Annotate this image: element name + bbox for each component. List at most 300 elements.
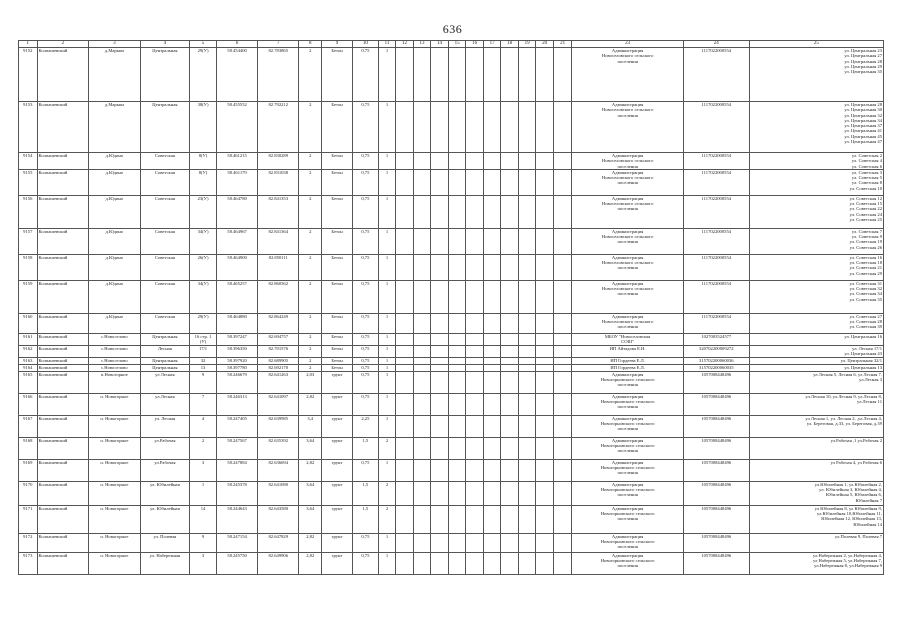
container-count-cell: 1 [378,357,396,364]
empty-cell [553,48,572,102]
table-row [19,459,884,481]
empty-cell [518,313,536,333]
empty-cell [396,254,414,280]
empty-cell [536,364,554,371]
owner-line: Администрация [611,437,644,443]
locality-cell: п. Новогорное [89,533,141,552]
empty-cell [396,280,414,313]
empty-cell [431,345,449,357]
owner-line: ИП Айзадова Е.Н. [609,345,646,351]
row-number: 9157 [19,228,38,254]
owner-cell [572,552,683,574]
empty-cell [396,371,414,393]
empty-cell [518,345,536,357]
district-cell: Колпашевский [37,254,89,280]
empty-cell [431,254,449,280]
address-line: ул.Набережная 2, ул.Набережная 4, [813,552,882,558]
street-cell: ул. Набережная [140,552,189,574]
empty-cell [448,345,466,357]
house-cell: 38(У) [190,102,217,153]
ogrn-cell: 315702200060035 [683,364,749,371]
address-line: ул. Центральная 45 [844,133,882,139]
street-cell: ул. Юбилейная [140,505,189,533]
ogrn-cell: 1117022000554 [683,153,749,170]
empty-cell [396,153,414,170]
empty-cell [483,48,501,102]
empty-cell [396,102,414,153]
address-line: ул. Центральная 28 [844,58,882,64]
latitude-cell: 58.245378 [216,481,257,505]
empty-cell [518,357,536,364]
area-cell: 3,64 [299,505,322,533]
empty-cell [501,552,519,574]
owner-line: Администрация [611,459,644,465]
table-row [19,505,884,533]
empty-cell [448,313,466,333]
empty-cell [483,459,501,481]
empty-cell [396,552,414,574]
surface-cell: Бетон [322,364,353,371]
empty-cell [466,195,484,228]
address-line: ул. Советская 29 [849,270,882,276]
address-line: ул. Центральная 32 [844,112,882,118]
container-count-cell: 1 [378,102,396,153]
ogrn-cell: 1117022000554 [683,195,749,228]
empty-cell [553,364,572,371]
district-cell: Колпашевский [37,459,89,481]
empty-cell [501,254,519,280]
empty-cell [413,481,431,505]
empty-cell [536,437,554,459]
served-addresses-cell [749,505,883,533]
table-row [19,313,884,333]
empty-cell [501,364,519,371]
empty-cell [553,415,572,437]
address-line: ул Лесная 1, ул. Лесная 2, ,ул.Лесная 4, [805,415,882,421]
container-count-cell: 1 [378,48,396,102]
street-cell: Советская [140,228,189,254]
empty-cell [536,371,554,393]
empty-cell [553,437,572,459]
owner-line: поселения [617,265,638,271]
owner-line: Администрация [611,552,644,558]
district-cell: Колпашевский [37,415,89,437]
empty-cell [413,505,431,533]
volume-cell: 0,75 [352,333,378,345]
house-cell: 32 [190,357,217,364]
empty-cell [448,371,466,393]
owner-line: Администрация [611,102,644,107]
served-addresses-cell [749,533,883,552]
empty-cell [448,437,466,459]
table-row [19,254,884,280]
address-line: ул. Советская 6 [851,163,882,169]
owner-cell [572,333,683,345]
locality-cell: п. Новогорное [89,459,141,481]
address-line: ул. Советская 16 [849,254,882,260]
empty-cell [448,169,466,195]
empty-cell [518,371,536,393]
owner-line: Администрация [611,48,644,53]
owner-line: Администрация [611,254,644,260]
row-number: 9166 [19,393,38,415]
served-addresses-cell [749,169,883,195]
empty-cell [518,459,536,481]
district-cell: Колпашевский [37,533,89,552]
empty-cell [466,228,484,254]
surface-cell: грунт [322,459,353,481]
empty-cell [536,505,554,533]
longitude-cell: 82.641263 [258,371,299,393]
empty-cell [466,169,484,195]
address-line: ул. Советская 32 [849,286,882,292]
street-cell: ул Лесная [140,371,189,393]
address-line: ул Набережная 5, ул.Набережная 7, [813,558,882,564]
owner-line: Администрация [611,153,644,158]
served-addresses-cell [749,153,883,170]
row-number: 9172 [19,533,38,552]
empty-cell [553,345,572,357]
owner-line: поселения [617,470,638,476]
longitude-cell: 82.694757 [258,333,299,345]
served-addresses-cell [749,228,883,254]
column-number: 17 [483,41,501,48]
row-number: 9158 [19,254,38,280]
latitude-cell: 58.245750 [216,552,257,574]
empty-cell [483,364,501,371]
row-number: 9152 [19,48,38,102]
empty-cell [466,280,484,313]
owner-line: Администрация [611,313,644,319]
ogrn-cell: 1057008448496 [683,481,749,505]
empty-cell [466,364,484,371]
district-cell: Колпашевский [37,371,89,393]
empty-cell [396,333,414,345]
owner-line: Новоселовского сельского [601,201,654,207]
longitude-cell: 82.831038 [258,169,299,195]
address-line: ул. Лесная 17/1 [852,345,882,351]
address-line: ул. Советская 5 [851,175,882,181]
owner-cell [572,533,683,552]
column-number: 25 [749,41,883,48]
row-number: 9160 [19,313,38,333]
empty-cell [536,533,554,552]
column-number: 9 [322,41,353,48]
longitude-cell: 82.701576 [258,345,299,357]
empty-cell [553,393,572,415]
column-number: 21 [553,41,572,48]
empty-cell [431,195,449,228]
area-cell: 2 [299,195,322,228]
empty-cell [431,153,449,170]
volume-cell: 0,75 [352,195,378,228]
house-cell: 29(У) [190,48,217,102]
empty-cell [501,371,519,393]
empty-cell [501,195,519,228]
empty-cell [553,313,572,333]
longitude-cell: 82.841353 [258,195,299,228]
empty-cell [483,533,501,552]
latitude-cell: 58.397247 [216,333,257,345]
house-cell: 3 [190,459,217,481]
surface-cell: Бетон [322,357,353,364]
empty-cell [413,313,431,333]
surface-cell: Бетон [322,280,353,313]
volume-cell: 0,75 [352,102,378,153]
district-cell: Колпашевский [37,333,89,345]
address-line: ул Рабочая 4, ул Рабочая 6 [830,459,882,465]
empty-cell [413,254,431,280]
empty-cell [396,415,414,437]
table-row [19,357,884,364]
empty-cell [448,364,466,371]
empty-cell [483,415,501,437]
empty-cell [431,364,449,371]
ogrn-cell: 1117022000554 [683,280,749,313]
empty-cell [501,48,519,102]
empty-cell [553,459,572,481]
empty-cell [413,393,431,415]
empty-cell [536,357,554,364]
area-cell: 2 [299,102,322,153]
owner-line: Новогорновского сельского [600,511,655,517]
served-addresses-cell [749,415,883,437]
longitude-cell: 82.643580 [258,505,299,533]
volume-cell: 0,75 [352,552,378,574]
empty-cell [431,280,449,313]
empty-cell [431,102,449,153]
address-line: ул.Рабочая ,1 ул.Рабочая 2 [830,437,882,443]
latitude-cell: 58.455552 [216,102,257,153]
served-addresses-cell [749,552,883,574]
container-count-cell: 1 [378,153,396,170]
longitude-cell: 82.635392 [258,437,299,459]
served-addresses-cell [749,280,883,313]
empty-cell [396,48,414,102]
volume-cell: 0,75 [352,313,378,333]
empty-cell [396,195,414,228]
empty-cell [448,228,466,254]
empty-cell [518,153,536,170]
locality-cell: с.Новоселово [89,364,141,371]
area-cell: 2 [299,48,322,102]
latitude-cell: 58.465257 [216,280,257,313]
longitude-cell: 82.792212 [258,102,299,153]
owner-cell [572,228,683,254]
address-line: ул. Советская 15 [849,201,882,207]
row-number: 9156 [19,195,38,228]
ogrn-cell: 1117022000554 [683,254,749,280]
empty-cell [501,153,519,170]
empty-cell [466,505,484,533]
owner-line: поселения [617,492,638,498]
empty-cell [518,552,536,574]
house-cell: 23(У) [190,195,217,228]
district-cell: Колпашевский [37,393,89,415]
latitude-cell: 58.244643 [216,505,257,533]
owner-cell [572,393,683,415]
address-line: ул. Центральная 37 [844,123,882,129]
address-line: ул. Советская 28 [849,319,882,325]
surface-cell: грунт [322,371,353,393]
address-line: ул. Центральная 32/1 [840,357,882,363]
empty-cell [413,153,431,170]
empty-cell [431,437,449,459]
served-addresses-cell [749,313,883,333]
ogrn-cell: 315702200060036 [683,357,749,364]
address-line: ул. Советская 19 [849,239,882,245]
ogrn-cell: 320702200009272 [683,345,749,357]
owner-line: Администрация [611,280,644,286]
address-line: ул. Советская 39 [849,324,882,330]
served-addresses-cell [749,357,883,364]
table-row [19,228,884,254]
empty-cell [448,195,466,228]
street-cell: ул.Лесная [140,393,189,415]
empty-cell [466,415,484,437]
empty-cell [483,345,501,357]
latitude-cell: 58.464880 [216,313,257,333]
ogrn-cell: 1117022000554 [683,102,749,153]
empty-cell [413,415,431,437]
empty-cell [413,280,431,313]
owner-line: Администрация [611,415,644,421]
address-line: ул. Центральная 47 [844,139,882,145]
empty-cell [501,415,519,437]
house-cell: 34(У) [190,228,217,254]
house-cell: 29(У) [190,313,217,333]
empty-cell [536,153,554,170]
locality-cell: с.Новоселово [89,345,141,357]
owner-cell [572,153,683,170]
locality-cell: д.Юдино [89,153,141,170]
row-number: 9163 [19,357,38,364]
row-number: 9173 [19,552,38,574]
volume-cell: 0,75 [352,459,378,481]
owner-line: поселения [617,163,638,169]
table-row [19,153,884,170]
street-cell: Лесная [140,345,189,357]
row-number: 9155 [19,169,38,195]
column-number: 12 [396,41,414,48]
volume-cell: 2,25 [352,415,378,437]
empty-cell [536,459,554,481]
row-number: 9161 [19,333,38,345]
volume-cell: 1,5 [352,481,378,505]
empty-cell [518,481,536,505]
surface-cell: Бетон [322,313,353,333]
latitude-cell: 58.461215 [216,153,257,170]
empty-cell [431,313,449,333]
ogrn-cell: 1057008448496 [683,437,749,459]
empty-cell [501,169,519,195]
address-line: ул.Набережная 8, ул.Набережная 9 [814,563,882,569]
empty-cell [501,313,519,333]
latitude-cell: 58.461179 [216,169,257,195]
row-number: 9164 [19,364,38,371]
locality-cell: д.Юдино [89,254,141,280]
address-line: ул. Советская 34 [849,291,882,297]
owner-line: поселения [617,404,638,410]
street-cell: ул.Рабочая [140,459,189,481]
owner-line: поселения [617,426,638,432]
empty-cell [396,364,414,371]
empty-cell [518,48,536,102]
empty-cell [448,533,466,552]
ogrn-cell: 1057008448496 [683,415,749,437]
locality-cell: п. Новогорное [89,552,141,574]
address-line: ул. Центральная 29 [844,63,882,69]
house-cell: 4 [190,415,217,437]
row-number: 9153 [19,102,38,153]
empty-cell [448,393,466,415]
area-cell: 2 [299,169,322,195]
owner-cell [572,415,683,437]
ogrn-cell: 1057008448496 [683,371,749,393]
empty-cell [396,313,414,333]
longitude-cell: 82.641080 [258,481,299,505]
empty-cell [396,393,414,415]
owner-line: Новоселовского сельского [601,260,654,266]
owner-line: Новогорновского сельского [600,377,655,383]
container-count-cell: 1 [378,345,396,357]
owner-cell [572,357,683,364]
latitude-cell: 58.247154 [216,533,257,552]
locality-cell: п. Новогорное [89,437,141,459]
owner-line: Новоселовского сельского [601,319,654,325]
column-number: 2 [37,41,89,48]
column-number: 13 [413,41,431,48]
latitude-cell: 58.246679 [216,371,257,393]
empty-cell [413,437,431,459]
empty-cell [483,505,501,533]
served-addresses-cell [749,195,883,228]
area-cell: 2,03 [299,371,322,393]
empty-cell [448,48,466,102]
address-line: ул. Советская 25 [849,217,882,223]
owner-line: Новоселовского сельского [601,175,654,181]
street-cell: Советская [140,195,189,228]
row-number: 9165 [19,371,38,393]
empty-cell [518,364,536,371]
empty-cell [466,481,484,505]
locality-cell: д.Юдино [89,313,141,333]
owner-line: МБОУ "Новоселовская [604,333,651,339]
house-cell: 2 [190,437,217,459]
owner-line: Администрация [611,505,644,511]
empty-cell [431,48,449,102]
area-cell: 3,4 [299,415,322,437]
empty-cell [483,333,501,345]
empty-cell [518,533,536,552]
street-cell: Советская [140,169,189,195]
empty-cell [518,254,536,280]
volume-cell: 0,75 [352,364,378,371]
empty-cell [536,280,554,313]
empty-cell [518,102,536,153]
empty-cell [396,481,414,505]
empty-cell [553,533,572,552]
empty-cell [553,102,572,153]
empty-cell [413,333,431,345]
street-cell: Советская [140,313,189,333]
address-line: ул. Юбилейная 3, Юбилейная 4, [819,487,882,493]
district-cell: Колпашевский [37,505,89,533]
empty-cell [483,153,501,170]
locality-cell: п. Новогорное [89,505,141,533]
empty-cell [431,552,449,574]
column-number: 5 [190,41,217,48]
